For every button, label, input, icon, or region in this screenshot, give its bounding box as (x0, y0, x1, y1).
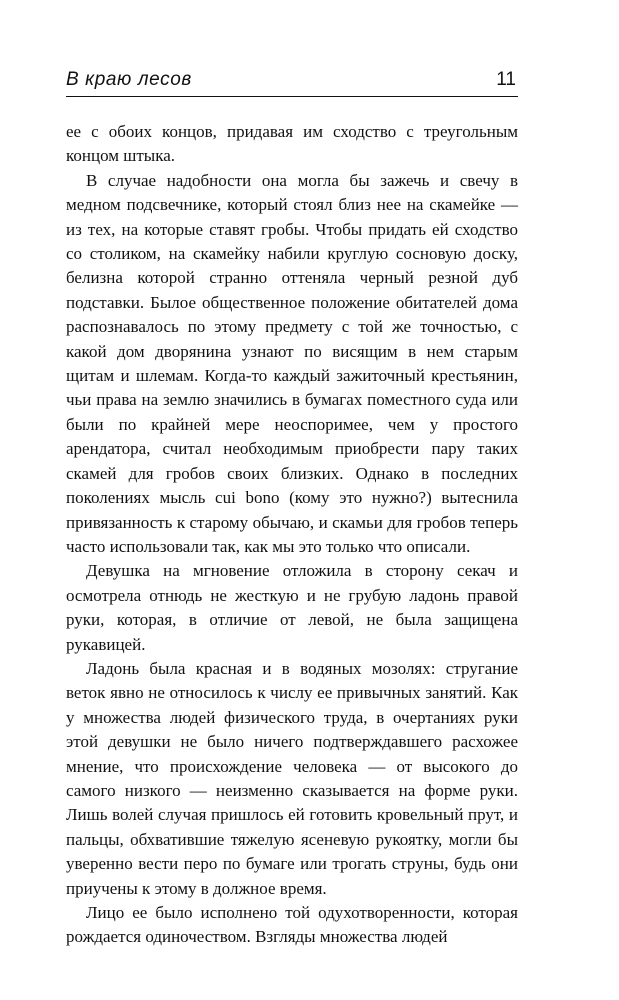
paragraph-5: Лицо ее было исполнено той одухотворенности, которая рождается одиночеством. Взгляды множества людей (66, 903, 518, 947)
paragraph-4: Ладонь была красная и в водяных мозолях: стругание веток явно не относилось к числу ее привычных занятий. Как у множества людей физического труда, в очертаниях руки этой девушки не было ничего подтверждавшего расхожее мнение, что происхождение человека — от высокого до самого низкого — неизменно сказывается на форме руки. Лишь волей случая пришлось ей готовить кровельный прут, и пальцы, обхватившие тяжелую ясеневую рукоятку, могли бы уверенно вести перо по бумаге или трогать струны, будь они приучены к этому в должное время. (66, 658, 518, 898)
running-title: В краю лесов (66, 69, 192, 90)
paragraph-2: В случае надобности она могла бы зажечь и свечу в медном подсвечнике, который стоял близ нее на скамейке — из тех, на которые ставят гробы. Чтобы придать ей сходство со столиком, на скамейку набили круглую сосновую доску, белизна которой странно оттеняла черный резной дуб подставки. Былое общественное положение обитателей дома распознавалось по этому предмету с той же точностью, с какой дом дворянина узнают по висящим в нем старым щитам и шлемам. Когда-то каждый зажиточный крестьянин, чьи права на землю значились в бумагах поместного суда или были по крайней мере неоспоримее, чем у простого арендатора, считал необходимым приобрести пару таких скамей для гробов своих близких. Однако в последних поколениях мысль cui bono (кому это нужно?) вытеснила привязанность к старому обычаю, и скамьи для гробов теперь часто использовали так, как мы это только что описали. (66, 170, 518, 556)
page-number: 11 (496, 69, 516, 90)
body-text (66, 120, 518, 950)
running-head (66, 66, 518, 97)
paragraph-1: ее с обоих концов, придавая им сходство с треугольным концом штыка. (66, 122, 518, 166)
paragraph-3: Девушка на мгновение отложила в сторону секач и осмотрела отнюдь не жесткую и не грубую ладонь правой руки, которая, в отличие от левой, не была защищена рукавицей. (66, 561, 518, 654)
